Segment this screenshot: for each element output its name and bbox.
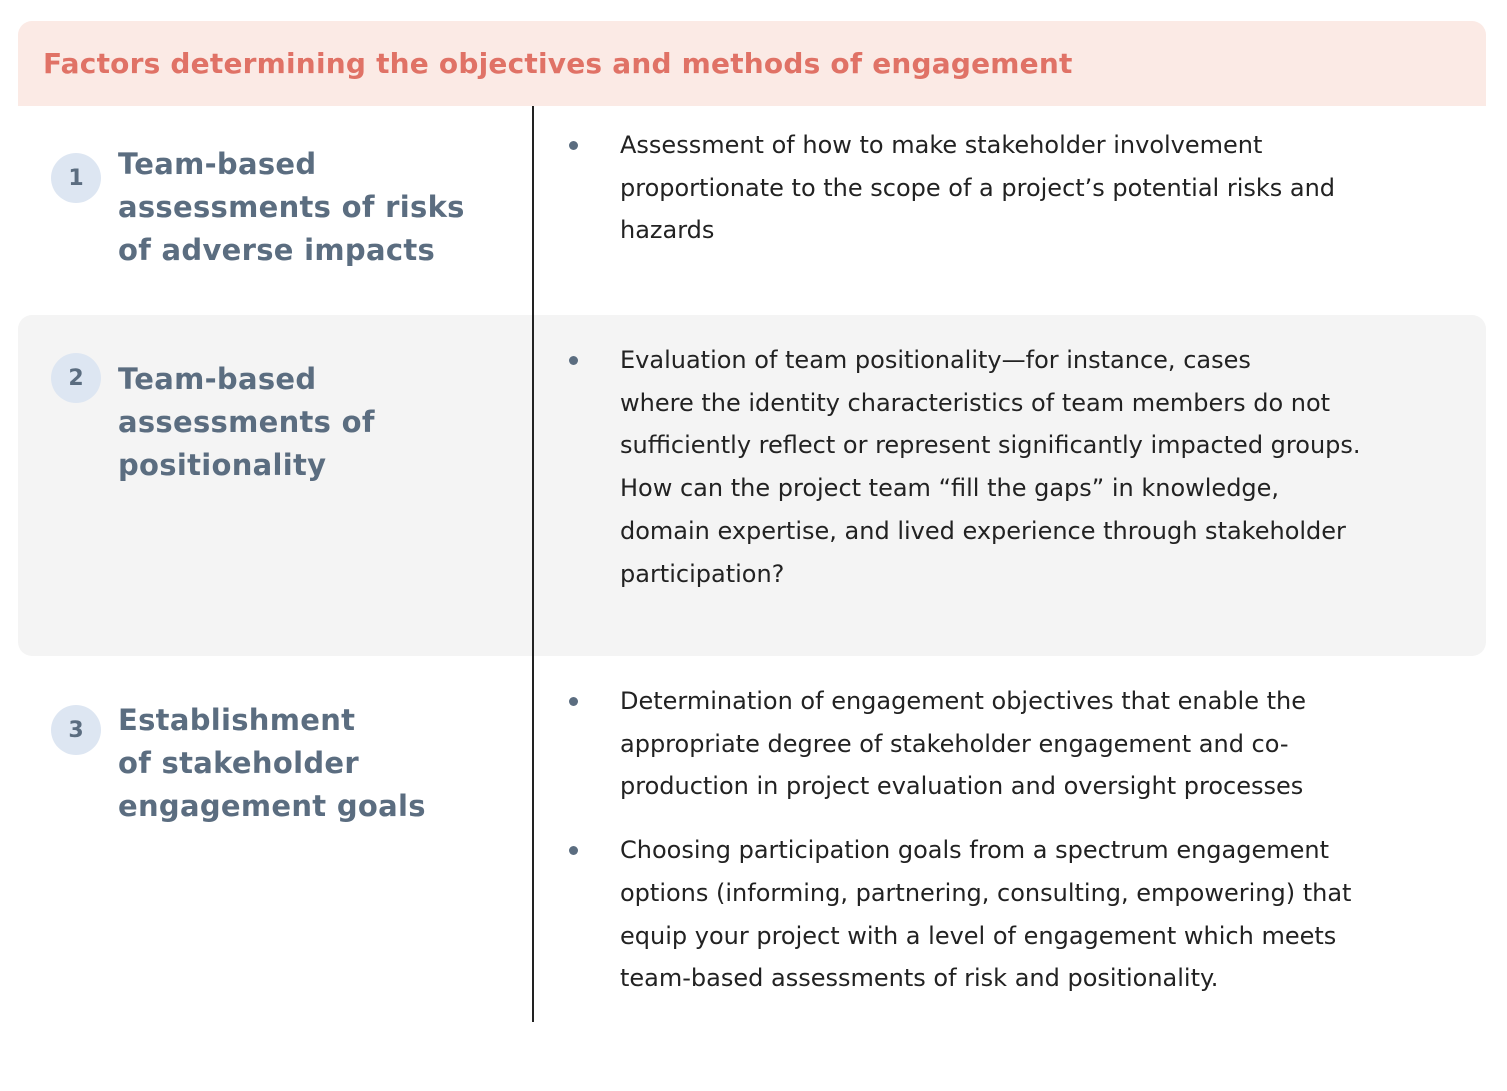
bullet-dot-icon	[569, 141, 578, 150]
bullet-line: equip your project with a level of engagement which meets	[620, 921, 1337, 950]
row-1-title-line: Team-based	[118, 147, 317, 181]
row-2-number-badge: 2	[51, 353, 101, 403]
bullet-line: Assessment of how to make stakeholder involvement	[620, 131, 1263, 159]
bullet-line: proportionate to the scope of a project’s potential risks and	[620, 173, 1336, 202]
row-3-title	[118, 699, 518, 828]
row-1-title-line: assessments of risks	[118, 190, 465, 224]
column-divider	[532, 106, 534, 1022]
row-1-title	[118, 143, 518, 272]
row-2-title-line: positionality	[118, 448, 327, 482]
row-2-title	[118, 358, 518, 487]
bullet-dot-icon	[569, 846, 578, 855]
row-2-bullet-1	[560, 339, 1460, 595]
bullet-line: participation?	[620, 559, 785, 588]
bullet-line: production in project evaluation and oversight processes	[620, 772, 1304, 801]
row-3-title-line: of stakeholder	[118, 746, 359, 780]
row-3-title-line: engagement goals	[118, 789, 426, 823]
row-1-bullet-list	[560, 124, 1460, 252]
bullet-line: options (informing, partnering, consulting, empowering) that	[620, 878, 1352, 907]
bullet-line: hazards	[620, 216, 715, 245]
bullet-dot-icon	[569, 356, 578, 365]
row-3-bullet-1	[560, 680, 1460, 808]
row-3-number-badge: 3	[51, 705, 101, 755]
bullet-line: domain expertise, and lived experience through stakeholder	[620, 516, 1346, 545]
row-3-title-line: Establishment	[118, 703, 356, 737]
row-2-title-line: assessments of	[118, 405, 375, 439]
table-header	[18, 21, 1486, 106]
row-2-bullet-list	[560, 339, 1460, 595]
row-2-title-line: Team-based	[118, 362, 317, 396]
row-3-bullet-2	[560, 829, 1460, 1000]
table-title: Factors determining the objectives and methods of engagement	[43, 47, 1073, 80]
bullet-dot-icon	[569, 697, 578, 706]
bullet-line: appropriate degree of stakeholder engagement and co-	[620, 729, 1289, 758]
row-3-bullet-list	[560, 680, 1460, 1000]
row-1-number-badge: 1	[51, 153, 101, 203]
bullet-line: where the identity characteristics of team members do not	[620, 388, 1331, 417]
bullet-line: team-based assessments of risk and positionality.	[620, 964, 1219, 993]
row-1-bullet-1	[560, 124, 1460, 252]
bullet-line: How can the project team “fill the gaps” in knowledge,	[620, 474, 1280, 503]
bullet-line: Determination of engagement objectives that enable the	[620, 687, 1306, 715]
bullet-line: sufficiently reflect or represent significantly impacted groups.	[620, 431, 1361, 460]
row-1-title-line: of adverse impacts	[118, 233, 436, 267]
bullet-line: Choosing participation goals from a spectrum engagement	[620, 836, 1329, 865]
bullet-line: Evaluation of team positionality—for instance, cases	[620, 346, 1251, 374]
